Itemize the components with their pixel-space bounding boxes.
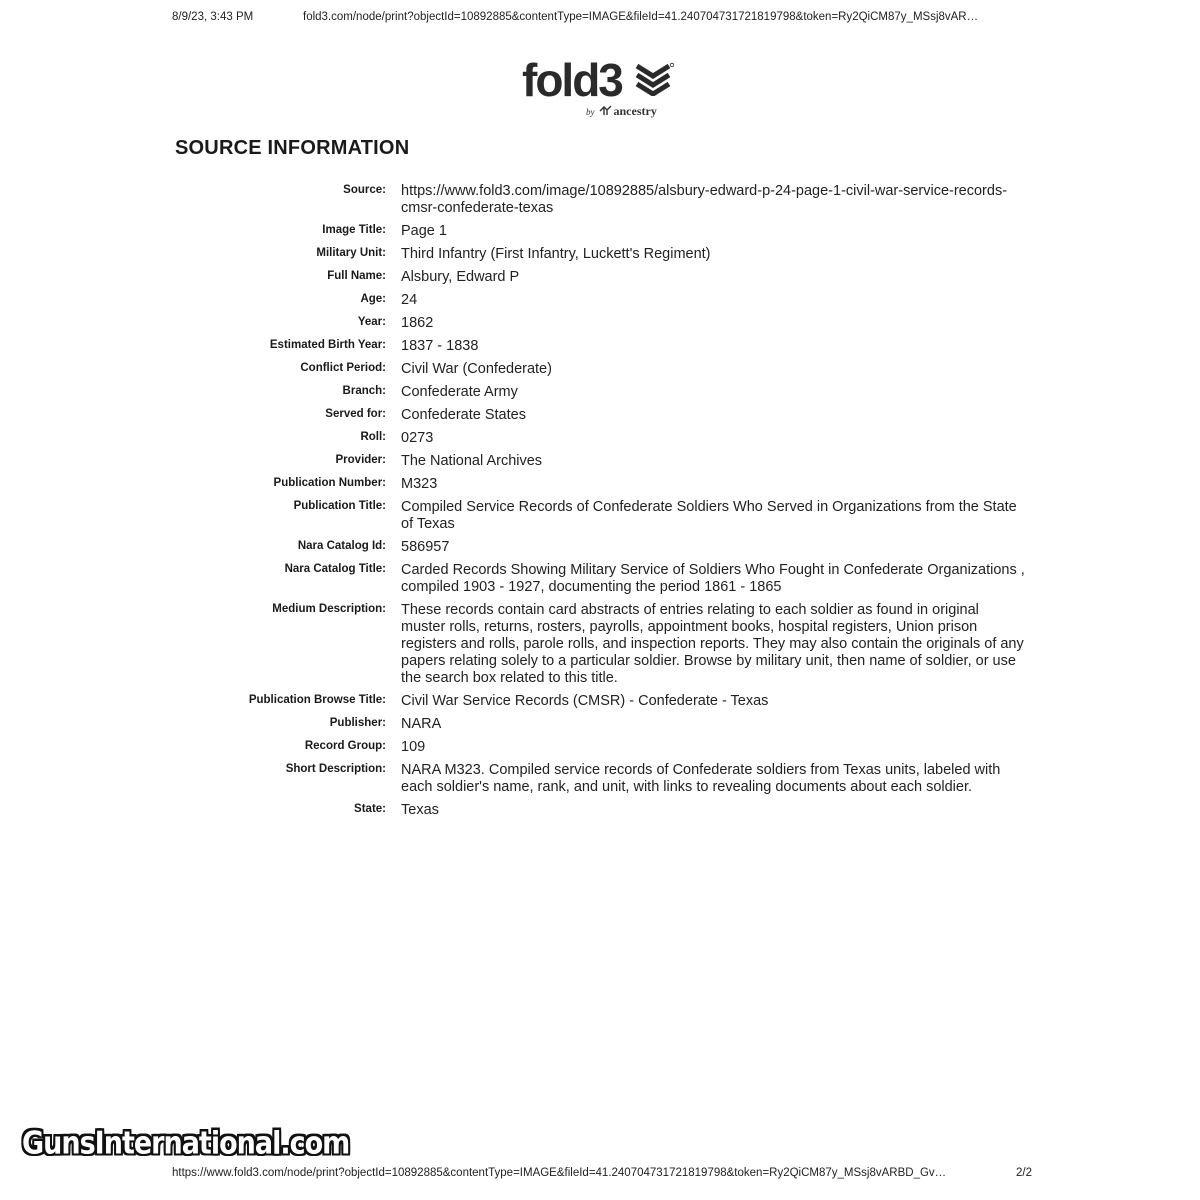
print-footer-url: https://www.fold3.com/node/print?objectId=10892885&contentType=IMAGE&fileId=41.240704731721819798&token=Ry2QiCM87y_MSsj8vARBD_Gv…	[172, 1167, 947, 1179]
record-value: Civil War (Confederate)	[401, 361, 552, 377]
record-label: Served for:	[325, 408, 386, 420]
record-row	[0, 562, 1200, 596]
gunsinternational-watermark: GunsInternational.com	[22, 1125, 350, 1162]
record-value: The National Archives	[401, 453, 543, 469]
source-information-list	[0, 183, 1200, 825]
record-value: NARA M323. Compiled service records of Confederate soldiers from Texas units, labeled with each soldier's name, rank, and unit, with links to revealing documents about each soldier.	[401, 762, 1001, 795]
record-row	[0, 315, 1200, 332]
record-row	[0, 183, 1200, 217]
record-row	[0, 499, 1200, 533]
record-value: NARA	[401, 716, 442, 732]
record-label: Image Title:	[322, 224, 386, 236]
record-label: Conflict Period:	[300, 362, 386, 374]
record-value: Third Infantry (First Infantry, Luckett's Regiment)	[401, 246, 711, 262]
record-value: 109	[401, 739, 426, 755]
record-value: 1862	[401, 315, 434, 331]
record-row	[0, 476, 1200, 493]
record-value: 1837 - 1838	[401, 338, 479, 354]
record-value: Page 1	[401, 223, 447, 239]
by-ancestry	[586, 104, 657, 119]
by-word: by	[586, 107, 595, 117]
record-label: Year:	[357, 316, 386, 328]
record-value: Alsbury, Edward P	[401, 269, 520, 285]
record-label: Short Description:	[285, 763, 386, 775]
print-header-url: fold3.com/node/print?objectId=10892885&contentType=IMAGE&fileId=41.240704731721819798&token=Ry2QiCM87y_MSsj8vAR…	[303, 11, 979, 23]
record-row	[0, 384, 1200, 401]
record-label: Provider:	[335, 454, 386, 466]
fold3-wordmark: fold3	[522, 54, 622, 106]
ancestry-word: ancestry	[613, 104, 657, 118]
record-row	[0, 739, 1200, 756]
record-row	[0, 269, 1200, 286]
record-label: Publisher:	[329, 717, 386, 729]
record-row	[0, 338, 1200, 355]
record-value: M323	[401, 476, 438, 492]
record-label: Publication Title:	[293, 500, 386, 512]
record-row	[0, 223, 1200, 240]
record-row	[0, 453, 1200, 470]
record-label: Roll:	[360, 431, 386, 443]
record-row	[0, 716, 1200, 733]
record-label: Branch:	[342, 385, 386, 397]
record-row	[0, 693, 1200, 710]
page-number: 2/2	[1016, 1167, 1032, 1179]
fold3-chevron-icon	[634, 62, 674, 96]
ancestry-leaf-icon	[599, 105, 613, 116]
record-value: Confederate Army	[401, 384, 518, 400]
record-value: https://www.fold3.com/image/10892885/alsbury-edward-p-24-page-1-civil-war-service-records-cmsr-confederate-texas	[401, 183, 1008, 216]
record-row	[0, 361, 1200, 378]
page-title: SOURCE INFORMATION	[175, 137, 410, 159]
record-row	[0, 802, 1200, 819]
print-date: 8/9/23, 3:43 PM	[172, 11, 254, 23]
record-label: Age:	[360, 293, 386, 305]
record-row	[0, 762, 1200, 796]
record-value: Compiled Service Records of Confederate Soldiers Who Served in Organizations from the State of Texas	[401, 499, 1017, 532]
record-value: Civil War Service Records (CMSR) - Confederate - Texas	[401, 693, 769, 709]
fold3-logo	[522, 56, 692, 122]
record-label: Record Group:	[304, 740, 386, 752]
record-label: Publication Browse Title:	[248, 694, 386, 706]
record-label: Nara Catalog Title:	[284, 563, 386, 575]
record-row	[0, 539, 1200, 556]
record-row	[0, 602, 1200, 687]
record-label: Estimated Birth Year:	[269, 339, 386, 351]
record-value: These records contain card abstracts of entries relating to each soldier as found in original muster rolls, returns, rosters, payrolls, appointment books, hospital registers, Union prison registers and rolls, parole rolls, and inspection reports. They may also contain the originals of any papers relating solely to a particular soldier. Browse by military unit, then name of soldier, or use the search box related to this title.	[401, 602, 1024, 686]
record-value: 586957	[401, 539, 450, 555]
print-header	[172, 11, 1032, 27]
record-row	[0, 292, 1200, 309]
record-label: Medium Description:	[272, 603, 386, 615]
print-footer	[172, 1167, 1032, 1183]
record-label: Military Unit:	[316, 247, 386, 259]
record-row	[0, 246, 1200, 263]
record-value: Confederate States	[401, 407, 526, 423]
record-row	[0, 407, 1200, 424]
record-label: Publication Number:	[273, 477, 386, 489]
record-label: Nara Catalog Id:	[297, 540, 386, 552]
record-value: Texas	[401, 802, 439, 818]
record-label: Source:	[343, 184, 386, 196]
record-label: Full Name:	[327, 270, 386, 282]
record-label: State:	[354, 803, 386, 815]
record-value: Carded Records Showing Military Service of Soldiers Who Fought in Confederate Organizations , compiled 1903 - 1927, documenting the period 1861 - 1865	[401, 562, 1025, 595]
record-value: 24	[401, 292, 418, 308]
record-value: 0273	[401, 430, 434, 446]
record-row	[0, 430, 1200, 447]
